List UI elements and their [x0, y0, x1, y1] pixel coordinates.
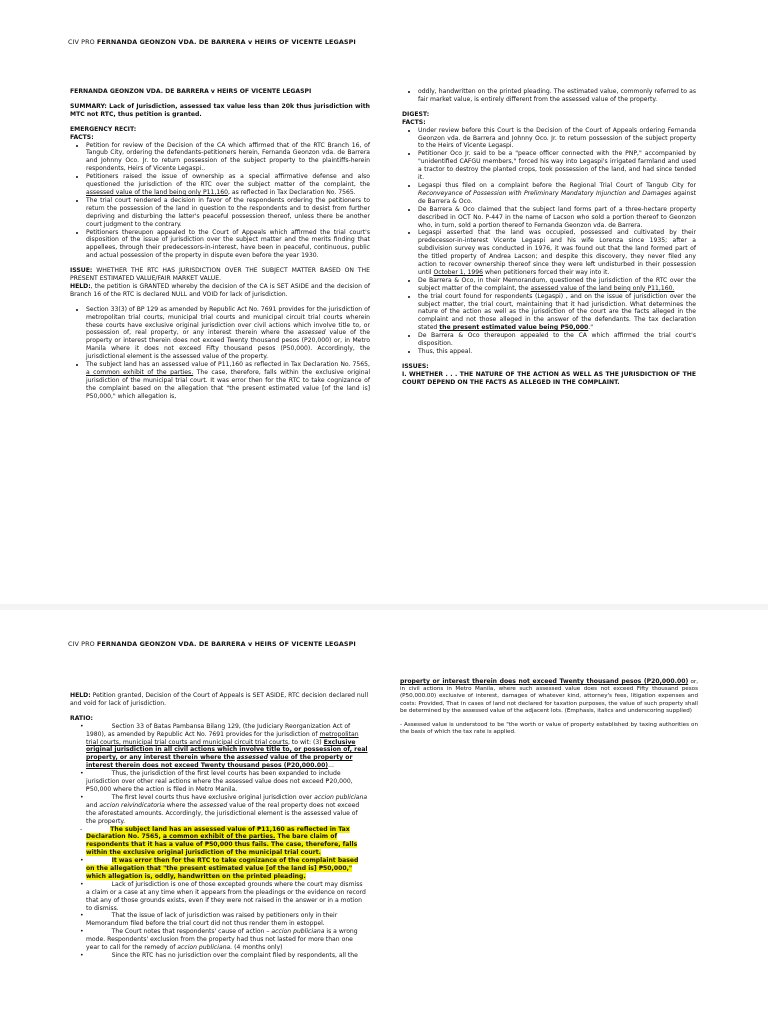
ratio-para-highlighted: - The subject land has an assessed value of ₱11,160 as reflected in Tax Declaration No. 7565, a common exhibit of the parties. The bare claim of respondents that it has a value of ₱50,000 thus fails. The case, therefore, falls within the exclusive original jurisdiction of the municipal trial court.: [80, 825, 358, 857]
digest-fact-item: • Legaspi asserted that the land was occupied, possessed and cultivated by their predecessor-in-interest Vicente Legaspi and his wife Lorenza since 1935; after a subdivision survey was conducted in 1976, it was found out that the land formed part of the titled property of Andrea Lacson; and despite this discovery, they never filed any action to recover ownership thereof since they were left undisturbed in their possession until October 1, 1996 when petitioners forced their way into it.: [418, 229, 696, 276]
ratio-para: • Thus, the jurisdiction of the first level courts has been expanded to include jurisdiction over other real actions where the assessed value does not exceed ₱20,000, ₱50,000 where the action is filed in Metro Manila.: [80, 770, 353, 793]
page2-right-column: [400, 678, 698, 743]
digest-fact-item: • De Barrera & Oco claimed that the subject land forms part of a three-hectare property described in OCT No. P-447 in the name of Lacson who sold a portion thereof to Geonzon who, in turn, sold a portion thereof to Fernanda Geonzon vda. de Barrera.: [418, 206, 696, 230]
page1-right-column: [402, 88, 696, 394]
issues-heading: ISSUES:: [402, 362, 429, 370]
summary: SUMMARY: Lack of Jurisdiction, assessed tax value less than 20k thus jurisdiction with MTC not RTC, thus petition is granted.: [70, 102, 370, 118]
facts-list: [70, 142, 370, 261]
digest-fact-item: • the trial court found for respondents (Legaspi) , and on the issue of jurisdiction over the subject matter, the trial court, maintaining that it had jurisdiction. What determines the nature of the action as well as the jurisdiction of the court are the facts alleged in the complaint and not those alleged in the answer of the defendants. The tax declaration stated the present estimated value being P50,000.": [418, 293, 696, 333]
issue: ISSUE: WHETHER THE RTC HAS JURISDICTION OVER THE SUBJECT MATTER BASED ON THE PRESENT ESTIMATED VALUE/FAIR MARKET VALUE. HELD:, the petition is GRANTED whereby the decision of the CA is SET ASIDE and the decision of Branch 16 of the RTC is declared NULL and VOID for lack of jurisdiction.: [70, 267, 370, 298]
issues-text: I. WHETHER . . . THE NATURE OF THE ACTION AS WELL AS THE JURISDICTION OF THE COURT DEPEND ON THE FACTS AS ALLEGED IN THE COMPLAINT.: [402, 370, 696, 386]
continued-text: • oddly, handwritten on the printed pleading. The estimated value, commonly referred to as fair market value, is entirely different from the assessed value of the property.: [418, 88, 696, 104]
ratio-para: • Section 33 of Batas Pambansa Bilang 129, (the Judiciary Reorganization Act of 1980), as amended by Republic Act No. 7691 provides for the jurisdiction of metropolitan trial courts, municipal trial courts and municipal circuit trial courts, to wit: (3) Exclusive original jurisdiction in all civil actions which involve title to, or possession of, real property, or any interest therein where the assessed value of the property or interest therein does not exceed Twenty thousand pesos (P20,000.00)...: [80, 722, 368, 770]
case-title: FERNANDA GEONZON VDA. DE BARRERA v HEIRS OF VICENTE LEGASPI: [70, 88, 312, 95]
ratio-para: • The Court notes that respondents' cause of action – accion publiciana is a wrong mode. Respondents' exclusion from the property had thus not lasted for more than one year to call for the remedy of accion publiciana. (4 months only): [80, 928, 358, 952]
fact-item: • The trial court rendered a decision in favor of the respondents ordering the petitioners to return the possession of the land in question to the respondents and to desist from further depriving and disturbing the latter's peaceful possession thereof, unless there be another court judgment to the contrary.: [86, 197, 370, 229]
header-prefix: CIV PRO: [68, 38, 95, 46]
facts-heading: FACTS:: [70, 133, 94, 141]
digest-heading: DIGEST:: [402, 110, 430, 118]
page1-left-column: [70, 88, 370, 408]
digest-fact-item: • Thus, this appeal.: [418, 348, 696, 356]
assessed-value-note: - Assessed value is understood to be "the worth or value of property established by taxing authorities on the basis of which the tax rate is applied.: [400, 722, 698, 736]
header-title: FERNANDA GEONZON VDA. DE BARRERA v HEIRS OF VICENTE LEGASPI: [96, 38, 356, 46]
digest-facts-list: [402, 127, 696, 356]
digest-fact-item: • De Barrera & Oco thereupon appealed to the CA which affirmed the trial court's disposition.: [418, 332, 696, 348]
digest-facts-heading: FACTS:: [402, 118, 426, 126]
running-header: [68, 640, 356, 648]
held: HELD: Petition granted, Decision of the Court of Appeals is SET ASIDE, RTC decision declared null and void for lack of jurisdiction.: [70, 692, 369, 707]
page2-left-column: [70, 692, 368, 960]
ratio-item: • Section 33(3) of BP 129 as amended by Republic Act No. 7691 provides for the jurisdiction of metropolitan trial courts, municipal trial courts and municipal circuit trial courts wherein these courts have exclusive original jurisdiction over civil actions which involve title to, or possession of, real property, or any interest therein where the assessed value of the property or interest therein does not exceed Twenty thousand pesos (P20,000) or, in Metro Manila where it does not exceed Fifty thousand pesos (P50,000). Accordingly, the jurisdictional element is the assessed value of the property.: [86, 306, 370, 361]
ratio-para: • Lack of jurisdiction is one of those excepted grounds where the court may dismiss a claim or a case at any time when it appears from the pleadings or the evidence on record that any of those grounds exists, even if they were not raised in the answer or in a motion to dismiss.: [80, 880, 366, 912]
statute-excerpt: property or interest therein does not exceed Twenty thousand pesos (P20,000.00) or, in civil actions in Metro Manila, where such assessed value does not exceed Fifty thousand pesos (P50,000.00) exclusive of interest, damages of whatever kind, attorney's fees, litigation expenses and costs: Provided, That in cases of land not declared for taxation purposes, the value of such property shall be determined by the assessed value of the adjacent lots. (Emphasis, italics and underscoring supplied): [400, 678, 699, 714]
ratio-item: • The subject land has an assessed value of P11,160 as reflected in Tax Declaration No. 7565, a common exhibit of the parties. The case, therefore, falls within the exclusive original jurisdiction of the municipal trial court. It was error then for the RTC to take cognizance of the complaint based on the allegation that "the present estimated value [of the land is] P50,000," which allegation is,: [86, 361, 370, 401]
fact-item: • Petitioners raised the issue of ownership as a special affirmative defense and also questioned the jurisdiction of the RTC over the subject matter of the complaint, the assessed value of the land being only P11,160, as reflected in Tax Declaration No. 7565.: [86, 173, 370, 197]
digest-fact-item: • Under review before this Court is the Decision of the Court of Appeals ordering Fernanda Geonzon vda. de Barrera and Johnny Oco. Jr. to return possession of the subject property to the Heirs of Vicente Legaspi.: [418, 127, 696, 151]
ratio-para: • Since the RTC has no jurisdiction over the complaint filed by respondents, all the: [80, 952, 358, 959]
ratio-para: • That the issue of lack of jurisdiction was raised by petitioners only in their Memorandum filed before the trial court did not thus render them in estoppel.: [80, 912, 338, 928]
digest-fact-item: • Petitioner Oco Jr. said to be a "peace officer connected with the PNP," accompanied by "unidentified CAFGU members," forced his way into Legaspi's irrigated farmland and used a tractor to destroy the planted crops, took possession of the land, and had since tended it.: [418, 150, 696, 182]
fact-item: • Petitioners thereupon appealed to the Court of Appeals which affirmed the trial court's disposition of the issue of jurisdiction over the subject matter and the merits finding that appellees, through their predecessors-in-interest, have been in peaceful, continuous, public and actual possession of the property in dispute even before the year 1930.: [86, 229, 370, 261]
ratio-heading: RATIO:: [70, 714, 93, 722]
emergency-recit-heading: EMERGENCY RECIT:: [70, 125, 137, 133]
running-header: [68, 38, 356, 46]
fact-item: • Petition for review of the Decision of the CA which affirmed that of the RTC Branch 16, of Tangub City, ordering the defendants-petitioners herein, Fernanda Geonzon vda. de Barrera and Johnny Oco. Jr. to return possession of the subject property to the plaintiffs-herein respondents, Heirs of Vicente Legaspi..: [86, 142, 370, 174]
ratio-list: [70, 306, 370, 401]
ratio-para-highlighted: • It was error then for the RTC to take cognizance of the complaint based on the allegation that "the present estimated value [of the land is] ₱50,000," which allegation is, oddly, handwritten on the printed pleading.: [80, 857, 359, 880]
digest-fact-item: • Legaspi thus filed on a complaint before the Regional Trial Court of Tangub City for Reconveyance of Possession with Preliminary Mandatory Injunction and Damages against de Barrera & Oco.: [418, 182, 696, 206]
ratio-para: • The first level courts thus have exclusive original jurisdiction over accion publiciana and accion reivindicatoria where the assessed value of the real property does not exceed the aforestated amounts. Accordingly, the jurisdictional element is the assessed value of the property.: [80, 793, 368, 825]
header-prefix: CIV PRO: [68, 640, 95, 648]
document-page-2: [0, 610, 768, 1024]
digest-fact-item: • De Barrera & Oco, in their Memorandum, questioned the jurisdiction of the RTC over the subject matter of the complaint, the assessed value of the land being only P11,160.: [418, 277, 696, 293]
header-title: FERNANDA GEONZON VDA. DE BARRERA v HEIRS OF VICENTE LEGASPI: [96, 640, 356, 648]
